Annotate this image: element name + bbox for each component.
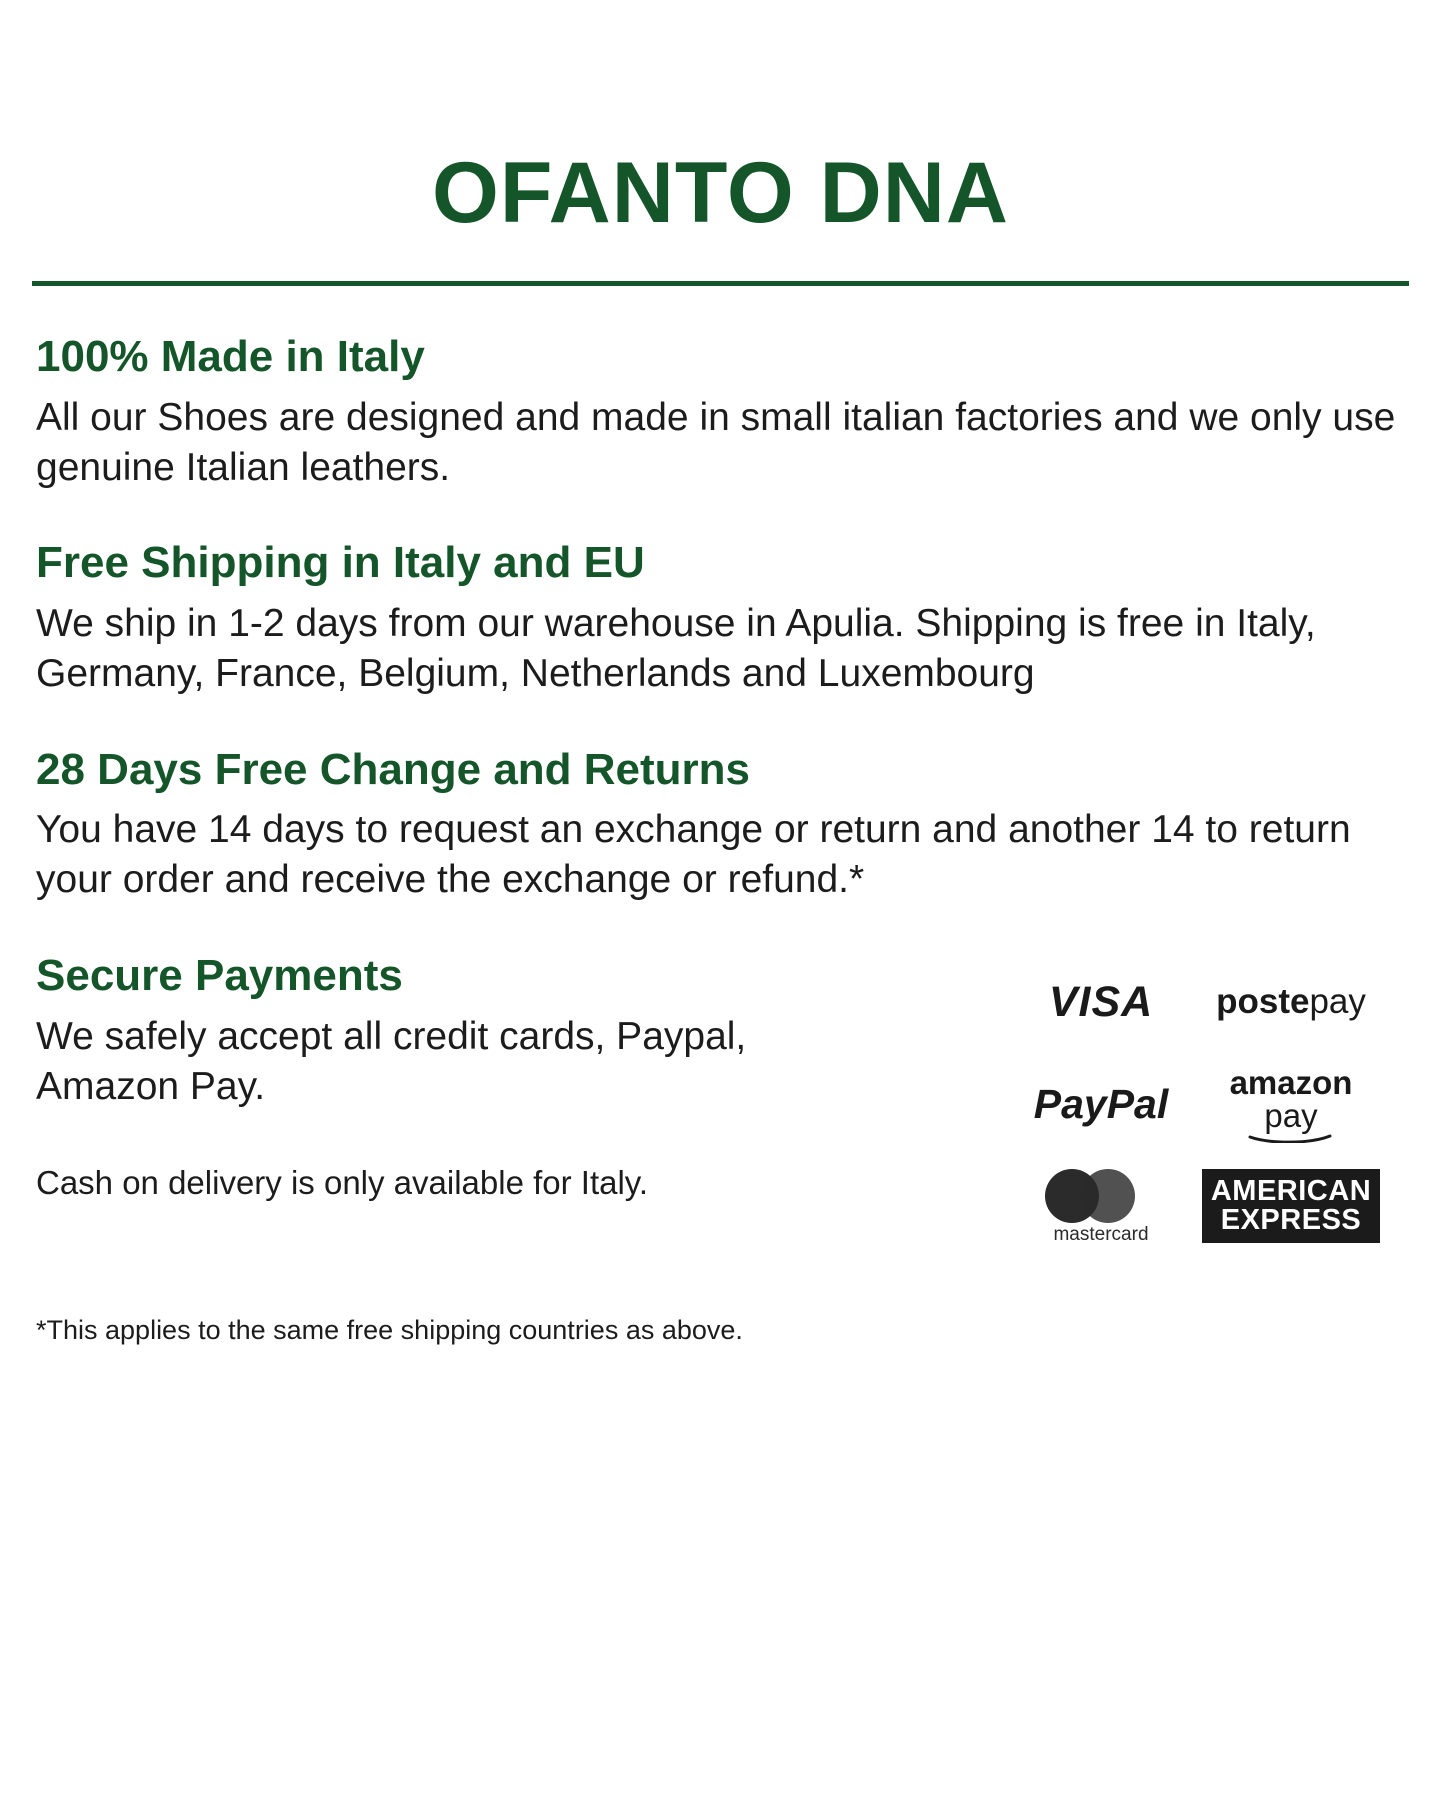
section-heading-made-in-italy: 100% Made in Italy [36,332,425,381]
section-body-returns: You have 14 days to request an exchange or return and another 14 to return your order and receive the exchange or refund.* [36,808,1351,902]
payment-logos [1011,965,1381,1246]
amazon-swoosh-icon [1248,1134,1334,1143]
amazon-pay-label-light: pay [1264,1096,1318,1134]
visa-label: VISA [1048,977,1154,1026]
content-area [32,332,1409,1346]
section-made-in-italy [36,332,1405,492]
section-body-made-in-italy: All our Shoes are designed and made in small italian factories and we only use genuine Italian leathers. [36,395,1396,489]
section-body-free-shipping: We ship in 1-2 days from our warehouse in Apulia. Shipping is free in Italy, Germany, France, Belgium, Netherlands and Luxembourg [36,602,1316,695]
mastercard-circle-right [1081,1169,1135,1223]
section-heading-secure-payments: Secure Payments [36,951,403,1001]
title-divider [32,281,1409,286]
footnote: *This applies to the same free shipping countries as above. [36,1315,743,1346]
section-body-secure-payments: We safely accept all credit cards, Paypal, Amazon Pay. [36,1014,747,1108]
secure-payments-text [36,951,876,1201]
paypal-icon [1011,1067,1191,1141]
section-heading-free-shipping: Free Shipping in Italy and EU [36,538,645,588]
american-express-icon [1201,1169,1381,1243]
postepay-label-light: pay [1309,982,1366,1022]
section-free-shipping [36,538,1405,698]
amex-label-line2: EXPRESS [1220,1204,1362,1237]
section-returns [36,745,1405,905]
cash-on-delivery-note: Cash on delivery is only available for Italy. [36,1163,649,1201]
amex-label-line1: AMERICAN [1210,1174,1372,1207]
section-heading-returns: 28 Days Free Change and Returns [36,744,751,794]
paypal-label: PayPal [1033,1080,1169,1127]
amazon-pay-icon [1201,1063,1381,1141]
postepay-icon [1201,965,1381,1039]
mastercard-icon [1011,1169,1191,1246]
postepay-label-bold: poste [1216,982,1310,1022]
visa-icon [1011,965,1191,1039]
amazon-pay-label-bold: amazon [1229,1063,1353,1101]
mastercard-label: mastercard [1053,1224,1149,1246]
page-title: OFANTO DNA [432,145,1009,241]
section-secure-payments [36,951,1405,1246]
